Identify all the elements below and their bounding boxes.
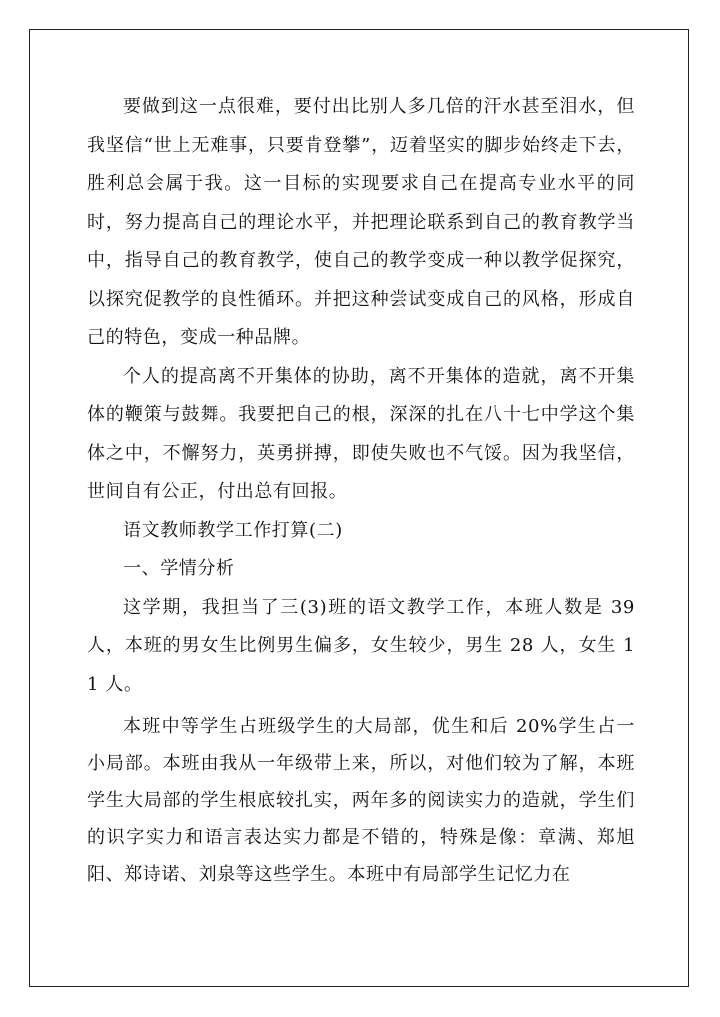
section-title: 语文教师教学工作打算(二): [123, 519, 343, 541]
paragraph-class-info: 这学期，我担当了三(3)班的语文教学工作，本班人数是 39 人，本班的男女生比例男生偏多，女生较少，男生 28 人，女生 11 人。: [87, 596, 635, 695]
document-body: [87, 88, 635, 893]
paragraph-student-levels: 本班中等学生占班级学生的大局部，优生和后 20%学生占一小局部。本班由我从一年级带上来，所以，对他们较为了解，本班学生大局部的学生根底较扎实，两年多的阅读实力的造就，学生们的识字实力和语言表达实力都是不错的，特殊是像：章满、郑旭阳、郑诗诺、刘泉等这些学生。本班中有局部学生记忆力在: [87, 716, 635, 885]
section-heading-learning-analysis: 一、学情分析: [123, 558, 235, 579]
paragraph-goal: 要做到这一点很难，要付出比别人多几倍的汗水甚至泪水，但我坚信“世上无难事，只要肯登攀”，迈着坚实的脚步始终走下去，胜利总会属于我。这一目标的实现要求自己在提高专业水平的同时，努力提高自己的理论水平，并把理论联系到自己的教育教学当中，指导自己的教育教学，使自己的教学变成一种以教学促探究，以探究促教学的良性循环。并把这种尝试变成自己的风格，形成自己的特色，变成一种品牌。: [87, 96, 635, 348]
paragraph-collective: 个人的提高离不开集体的协助，离不开集体的造就，离不开集体的鞭策与鼓舞。我要把自己的根，深深的扎在八十七中学这个集体之中，不懈努力，英勇拼搏，即使失败也不气馁。因为我坚信，世间自有公正，付出总有回报。: [87, 365, 635, 502]
